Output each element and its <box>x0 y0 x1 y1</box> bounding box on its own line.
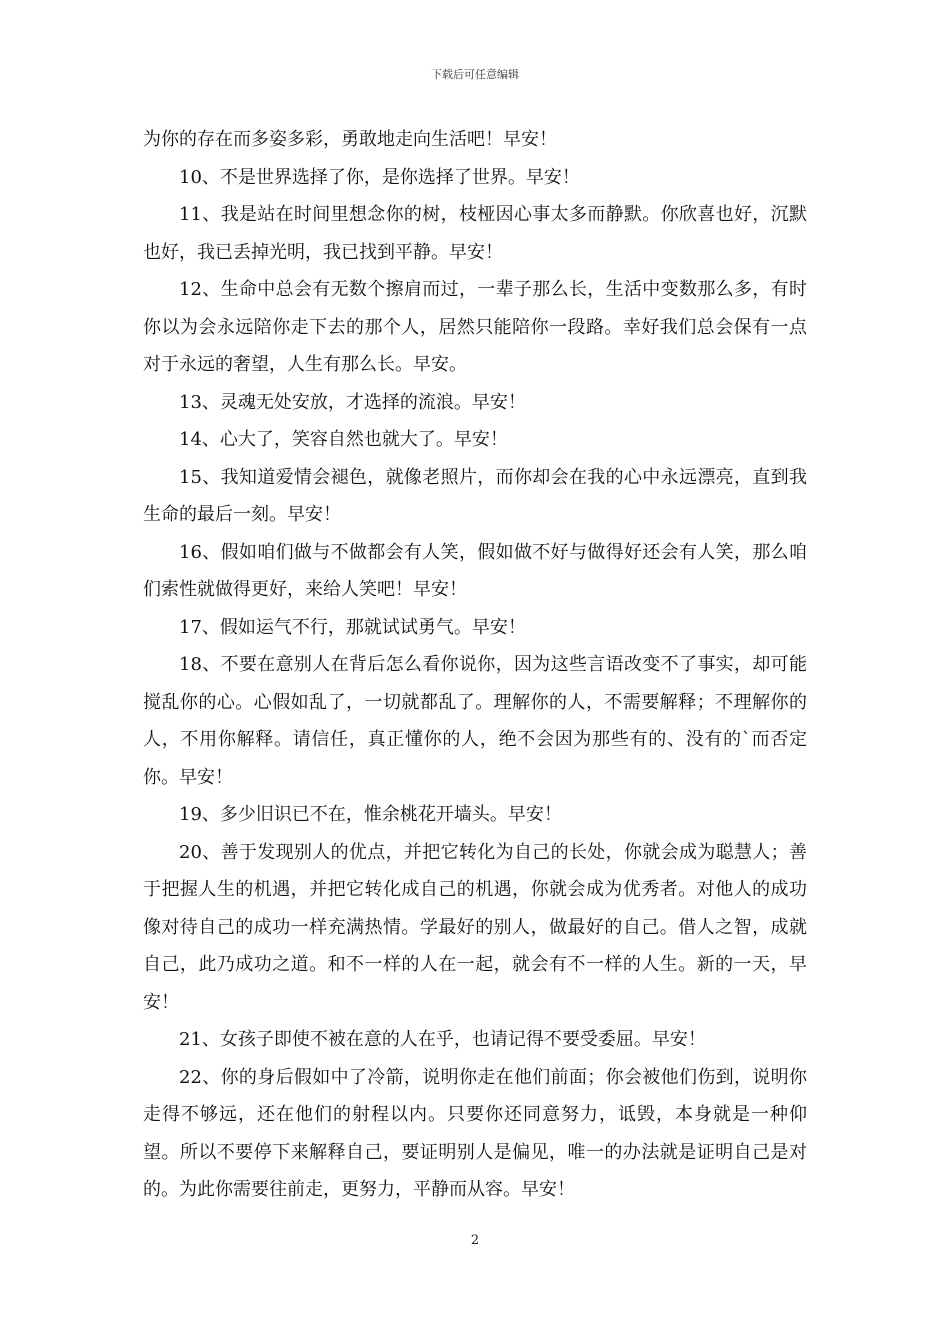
paragraph: 13、灵魂无处安放，才选择的流浪。早安！ <box>179 391 526 413</box>
page-number: 2 <box>470 1233 480 1248</box>
paragraph: 为你的存在而多姿多彩，勇敢地走向生活吧！早安！ <box>143 129 557 150</box>
paragraph: 18、不要在意别人在背后怎么看你说你，因为这些言语改变不了事实，却可能搅乱你的心。心假如乱了，一切就都乱了。理解你的人，不需要解释；不理解你的人，不用你解释。请信任，真正懂你的人，绝不会因为那些有的、没有的`而否定你。早安！ <box>143 654 807 788</box>
paragraph: 16、假如咱们做与不做都会有人笑，假如做不好与做得好还会有人笑，那么咱们索性就做得更好，来给人笑吧！早安！ <box>143 541 807 600</box>
paragraph: 22、你的身后假如中了冷箭，说明你走在他们前面；你会被他们伤到，说明你走得不够远，还在他们的射程以内。只要你还同意努力，诋毁，本身就是一种仰望。所以不要停下来解释自己，要证明别人是偏见，唯一的办法就是证明自己是对的。为此你需要往前走，更努力，平静而从容。早安！ <box>143 1066 807 1200</box>
paragraph: 11、我是站在时间里想念你的树，枝桠因心事太多而静默。你欣喜也好，沉默也好，我已丢掉光明，我已找到平静。早安！ <box>143 204 807 263</box>
document-body <box>143 121 807 1209</box>
paragraph: 14、心大了，笑容自然也就大了。早安！ <box>179 429 508 450</box>
paragraph: 10、不是世界选择了你，是你选择了世界。早安！ <box>179 166 580 188</box>
paragraph: 17、假如运气不行，那就试试勇气。早安！ <box>179 616 526 638</box>
paragraph: 19、多少旧识已不在，惟余桃花开墙头。早安！ <box>179 804 562 825</box>
paragraph: 21、女孩子即使不被在意的人在乎，也请记得不要受委屈。早安！ <box>179 1029 706 1050</box>
paragraph: 15、我知道爱情会褪色，就像老照片，而你却会在我的心中永远漂亮，直到我生命的最后一刻。早安！ <box>143 466 807 525</box>
paragraph: 12、生命中总会有无数个擦肩而过，一辈子那么长，生活中变数那么多，有时你以为会永远陪你走下去的那个人，居然只能陪你一段路。幸好我们总会保有一点对于永远的奢望，人生有那么长。早安。 <box>143 279 807 375</box>
page-header: 下载后可任意编辑 <box>431 68 519 81</box>
paragraph: 20、善于发现别人的优点，并把它转化为自己的长处，你就会成为聪慧人；善于把握人生的机遇，并把它转化成自己的机遇，你就会成为优秀者。对他人的成功像对待自己的成功一样充满热情。学最好的别人，做最好的自己。借人之智，成就自己，此乃成功之道。和不一样的人在一起，就会有不一样的人生。新的一天，早安！ <box>143 841 807 1013</box>
